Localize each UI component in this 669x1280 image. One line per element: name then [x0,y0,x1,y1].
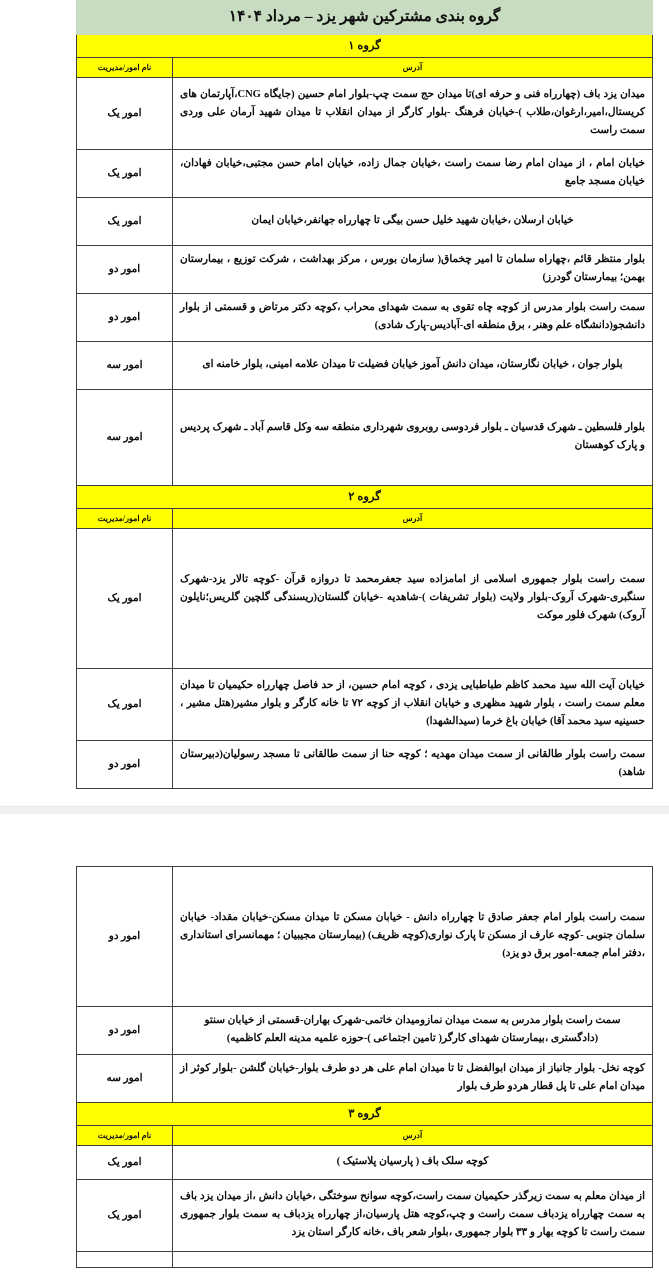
group-label: گروه ۳ [77,1103,653,1126]
table-row[interactable] [77,294,653,342]
manager-cell: امور دو [77,1007,173,1055]
address-cell: بلوار منتظر قائم ،چهاراه سلمان تا امیر چخماق( سازمان بورس ، مرکز بهداشت ، شرکت توزیع ، بیمارستان بهمن؛ بیمارستان گودرز) [173,246,653,294]
table-row[interactable] [77,1007,653,1055]
manager-cell: امور یک [77,1180,173,1252]
column-header-address: آدرس [173,1126,653,1146]
address-cell: بلوار فلسطین ـ شهرک قدسیان ـ بلوار فردوسی روبروی شهرداری منطقه سه وکل قاسم آباد ـ شهرک پردیس و پارک کوهستان [173,390,653,486]
column-header-manager: نام امور/مدیریت [77,509,173,529]
group-banner-row [77,35,653,58]
table-row[interactable] [77,198,653,246]
manager-cell: امور دو [77,246,173,294]
address-cell: سمت راست بلوار امام جعفر صادق تا چهارراه دانش - خیابان مسکن تا میدان مسکن-خیابان مقداد- خیابان سلمان جنوبی -کوچه عارف از مسکن تا پارک نواری(کوچه ظریف) (بیمارستان مجیبیان ؛ مهمانسرای استانداری ،دفتر امام جمعه-امور برق دو یزد) [173,867,653,1007]
document-title-row [77,1,653,35]
address-cell: بلوار جوان ، خیابان نگارستان، میدان دانش آموز خیابان فضیلت تا میدان علامه امینی، بلوار خامنه ای [173,342,653,390]
group-label: گروه ۱ [77,35,653,58]
table-row[interactable] [77,342,653,390]
column-header-row [77,509,653,529]
manager-cell: امور یک [77,529,173,669]
table-row[interactable] [77,867,653,1007]
table-body-page-2 [77,867,653,1268]
manager-cell: امور دو [77,741,173,789]
subscriber-grouping-table-page-2 [76,866,653,1268]
table-body-page-1 [77,1,653,789]
group-banner-row [77,1103,653,1126]
address-cell: سمت راست بلوار مدرس از کوچه چاه تقوی به سمت شهدای محراب ،کوچه دکتر مرتاض و قسمتی از بلوار دانشجو(دانشگاه علم وهنر ، برق منطقه ای-آبادیس-پارک شادی) [173,294,653,342]
manager-cell: امور یک [77,78,173,150]
group-label: گروه ۲ [77,486,653,509]
manager-cell: امور یک [77,1146,173,1180]
address-cell: کوچه نخل- بلوار جانباز از میدان ابوالفضل تا تا میدان امام علی هر دو طرف بلوار-خیابان گلشن -بلوار کوثر از میدان امام علی تا پل قطار هردو طرف بلوار [173,1055,653,1103]
address-cell: کوچه سلک باف ( پارسیان پلاستیک ) [173,1146,653,1180]
table-row[interactable] [77,529,653,669]
table-row[interactable] [77,78,653,150]
manager-cell: امور سه [77,1055,173,1103]
manager-cell: امور دو [77,294,173,342]
address-cell: خیابان آیت الله سید محمد کاظم طباطبایی یزدی ، کوچه امام حسین، از حد فاصل چهارراه حکیمیان تا میدان معلم سمت راست ، بلوار شهید مظهری و خیابان انقلاب از کوچه ۷۲ تا خانه کارگر و بلوار مشیر(هتل مشیر ، حسینیه سید محمد آقا) خیابان باغ خرما (سیدالشهدا) [173,669,653,741]
table-row[interactable] [77,1180,653,1252]
table-row[interactable] [77,1252,653,1268]
address-cell: سمت راست بلوار مدرس به سمت میدان نمازومیدان خاتمی-شهرک بهاران-قسمتی از خیابان سنتو (دادگستری ،بیمارستان شهدای کارگر( تامین اجتماعی )-حوزه علمیه مدینه العلم کاظمیه) [173,1007,653,1055]
address-cell: سمت راست بلوار طالقانی از سمت میدان مهدیه ؛ کوچه حنا از سمت طالقانی تا مسجد رسولیان(دبیرستان شاهد) [173,741,653,789]
manager-cell: امور سه [77,342,173,390]
table-row[interactable] [77,1055,653,1103]
group-banner-row [77,486,653,509]
address-cell: میدان یزد باف (چهارراه فنی و حرفه ای)تا میدان حج سمت چپ-بلوار امام حسین (جایگاه CNG،آپارتمان های کریستال،امیر،ارغوان،طلاب )-خیابان فرهنگ -بلوار کارگر از میدان انقلاب تا میدان شهید آرمان علی وردی سمت راست [173,78,653,150]
manager-cell: امور سه [77,390,173,486]
table-row[interactable] [77,150,653,198]
table-row[interactable] [77,246,653,294]
manager-cell [77,1252,173,1268]
column-header-manager: نام امور/مدیریت [77,58,173,78]
manager-cell: امور یک [77,198,173,246]
manager-cell: امور یک [77,150,173,198]
table-row[interactable] [77,1146,653,1180]
column-header-row [77,1126,653,1146]
address-cell [173,1252,653,1268]
column-header-address: آدرس [173,509,653,529]
address-cell: خیابان ارسلان ،خیابان شهید خلیل حسن بیگی تا چهارراه جهانفر،خیابان ایمان [173,198,653,246]
page-title: گروه بندی مشترکین شهر یزد – مرداد ۱۴۰۴ [77,1,653,35]
table-row[interactable] [77,741,653,789]
column-header-row [77,58,653,78]
column-header-address: آدرس [173,58,653,78]
manager-cell: امور دو [77,867,173,1007]
manager-cell: امور یک [77,669,173,741]
address-cell: از میدان معلم به سمت زیرگذر حکیمیان سمت راست،کوچه سوانح سوختگی ،خیابان دانش ،از میدان یزد باف به سمت چهارراه یزدباف سمت راست و چپ،کوچه هتل پارسیان،از چهارراه یزدباف به سمت بلوار جمهوری سمت راست تا کوچه بهار و ۳۳ بلوار جمهوری ،بلوار شعر باف ،خانه کارگر استان یزد [173,1180,653,1252]
address-cell: سمت راست بلوار جمهوری اسلامی از امامزاده سید جعفرمحمد تا دروازه قرآن -کوچه تالار یزد-شهرک سنگبری-شهرک آروک-بلوار ولایت (بلوار تشریفات )-شاهدیه -خیابان گلستان(ریسندگی گلچین گلریس؛نایلون آروک) شهرک فلور موکت [173,529,653,669]
table-row[interactable] [77,669,653,741]
document-page-2 [0,814,669,1280]
column-header-manager: نام امور/مدیریت [77,1126,173,1146]
subscriber-grouping-table-page-1 [76,0,653,789]
address-cell: خیابان امام ، از میدان امام رضا سمت راست ،خیابان جمال زاده، خیابان امام حسن مجتبی،خیابان فهادان، خیابان مسجد جامع [173,150,653,198]
table-row[interactable] [77,390,653,486]
